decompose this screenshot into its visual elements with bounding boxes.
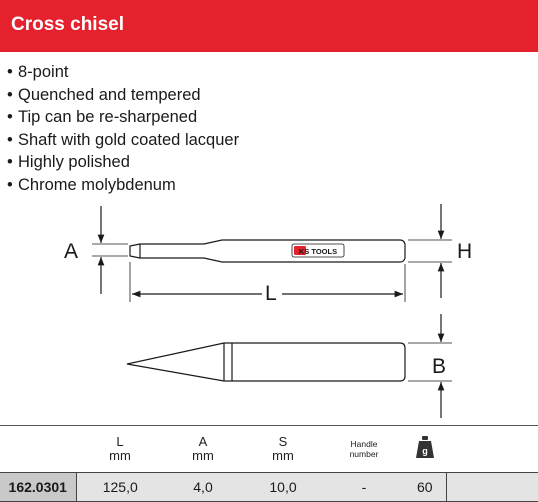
dimension-a [92,206,128,294]
spec-table-header [0,426,538,473]
svg-text:g: g [422,445,428,456]
dimension-a-label: A [64,240,79,263]
header-weight [404,426,446,473]
dimension-b-label: B [432,355,447,378]
header-a: A mm [164,426,242,473]
header-handle: Handle number [324,426,404,473]
product-title: Cross chisel [11,14,124,35]
cell-a: 4,0 [164,473,242,502]
table-row [0,473,538,502]
cell-s: 10,0 [242,473,324,502]
weight-icon [415,435,435,459]
feature-item: • Quenched and tempered [7,85,201,104]
cell-l: 125,0 [76,473,164,502]
feature-item: • Highly polished [7,153,130,172]
chisel-top-view [127,343,405,381]
ks-tools-logo [292,244,344,257]
feature-item: • Shaft with gold coated lacquer [7,130,240,149]
svg-text:KS TOOLS: KS TOOLS [298,247,338,256]
header-l: L mm [76,426,164,473]
spec-table [0,425,538,502]
cell-handle: - [324,473,404,502]
chisel-side-view [130,240,405,262]
feature-item: • Tip can be re-sharpened [7,108,198,127]
dimension-l-label: L [265,282,277,305]
dimension-h-label: H [457,240,473,263]
header-s: S mm [242,426,324,473]
article-number: 162.0301 [0,473,76,502]
feature-item: • Chrome molybdenum [7,175,176,194]
feature-item: • 8-point [7,63,69,81]
cell-weight: 60 [404,473,446,502]
dimension-h [408,204,452,298]
